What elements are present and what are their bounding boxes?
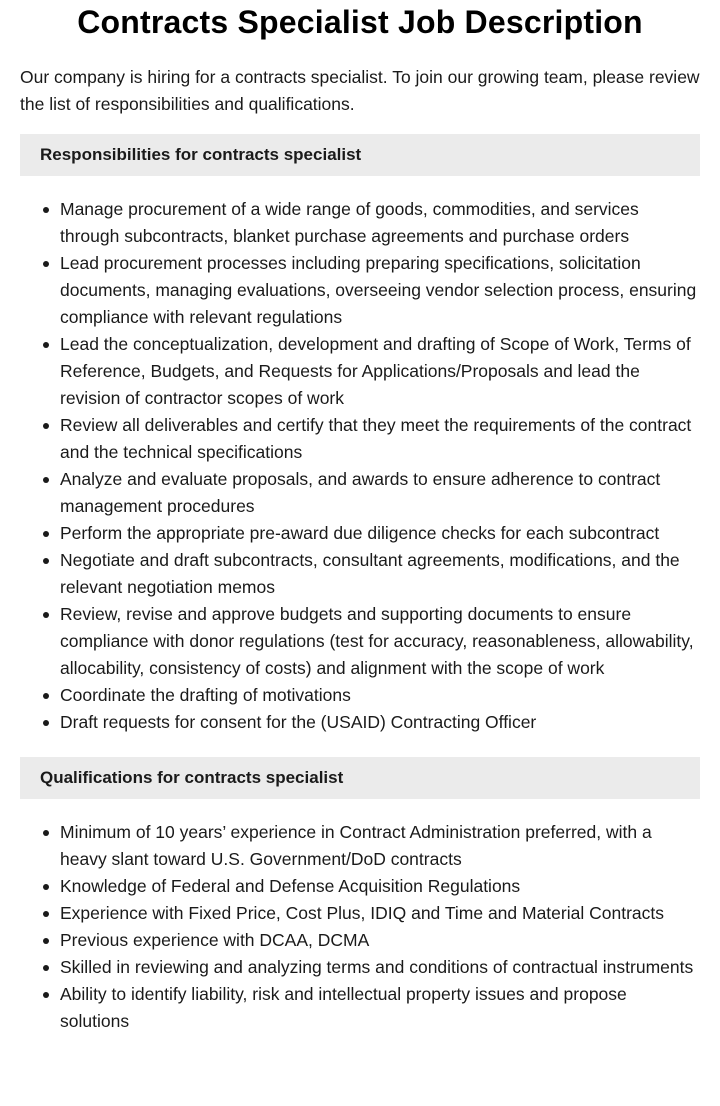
list-item: Minimum of 10 years’ experience in Contract Administration preferred, with a heavy slant toward U.S. Government/DoD contracts [60,819,700,873]
responsibilities-heading: Responsibilities for contracts specialist [20,134,700,176]
list-item: Knowledge of Federal and Defense Acquisition Regulations [60,873,700,900]
qualifications-heading: Qualifications for contracts specialist [20,757,700,799]
list-item: Skilled in reviewing and analyzing terms and conditions of contractual instruments [60,954,700,981]
list-item: Previous experience with DCAA, DCMA [60,927,700,954]
intro-paragraph: Our company is hiring for a contracts specialist. To join our growing team, please review the list of responsibilities and qualifications. [20,67,700,114]
qualifications-list [20,819,700,1035]
responsibilities-list [20,196,700,736]
list-item: Lead the conceptualization, development and drafting of Scope of Work, Terms of Reference, Budgets, and Requests for Applications/Proposals and lead the revision of contractor scopes of work [60,331,700,412]
list-item: Negotiate and draft subcontracts, consultant agreements, modifications, and the relevant negotiation memos [60,547,700,601]
list-item: Experience with Fixed Price, Cost Plus, IDIQ and Time and Material Contracts [60,900,700,927]
list-item: Ability to identify liability, risk and intellectual property issues and propose solutions [60,981,700,1035]
list-item: Analyze and evaluate proposals, and awards to ensure adherence to contract management procedures [60,466,700,520]
list-item: Lead procurement processes including preparing specifications, solicitation documents, managing evaluations, overseeing vendor selection process, ensuring compliance with relevant regulations [60,250,700,331]
list-item: Coordinate the drafting of motivations [60,682,700,709]
list-item: Perform the appropriate pre-award due diligence checks for each subcontract [60,520,700,547]
page-title: Contracts Specialist Job Description [77,4,643,40]
list-item: Draft requests for consent for the (USAID) Contracting Officer [60,709,700,736]
list-item: Review all deliverables and certify that they meet the requirements of the contract and the technical specifications [60,412,700,466]
list-item: Manage procurement of a wide range of goods, commodities, and services through subcontracts, blanket purchase agreements and purchase orders [60,196,700,250]
list-item: Review, revise and approve budgets and supporting documents to ensure compliance with donor regulations (test for accuracy, reasonableness, allowability, allocability, consistency of costs) and alignment with the scope of work [60,601,700,682]
